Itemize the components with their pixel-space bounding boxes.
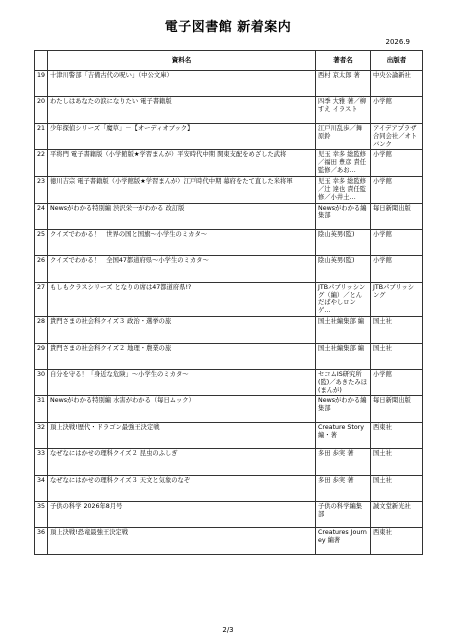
book-title: 徳川吉宗 電子書籍版（小学館版★学習まんが）江戸時代中期 幕府をたて直した米将軍 [48,176,316,203]
book-author: セコムIS研究所(監)／あきたみほ(まんが) [316,369,371,396]
book-title: わたしはあなたの涙になりたい 電子書籍版 [48,97,316,123]
book-author: 国土社編集部 編 [316,343,371,369]
book-author: 陰山英男(監) [316,256,371,282]
book-publisher: 毎日新聞出版 [371,396,423,422]
new-arrivals-table [34,50,423,555]
book-title: 平将門 電子書籍版（小学館版★学習まんが）平安時代中期 関東支配をめざした武将 [48,150,316,177]
book-publisher: 国土社 [371,475,423,501]
row-number: 30 [35,369,48,396]
row-number: 20 [35,97,48,123]
table-row [35,203,423,229]
row-number: 22 [35,150,48,177]
book-author: Newsがわかる編集部 [316,396,371,422]
table-row [35,256,423,282]
book-title: クイズでわかる！ 世界の国と国旗～小学生のミカタ～ [48,229,316,255]
table-row [35,282,423,316]
book-publisher: JTBパブリッシング [371,282,423,316]
table-row [35,422,423,448]
book-title: クイズでわかる！ 全国47都道府県～小学生のミカタ～ [48,256,316,282]
book-author: 陰山英男(監) [316,229,371,255]
book-title: 貴門さまの社会科クイズ２ 地理・農業の旅 [48,343,316,369]
book-author: 四季 大雅 著／柳すえ イラスト [316,97,371,123]
book-publisher: 小学館 [371,369,423,396]
book-title: もしもクラスシリーズ となりの席は47都道府県!? [48,282,316,316]
book-publisher: 毎日新聞出版 [371,203,423,229]
row-number: 34 [35,475,48,501]
book-publisher: 西東社 [371,422,423,448]
book-publisher: 国土社 [371,343,423,369]
book-title: 頂上決戦!歴代・ドラゴン最強王決定戦 [48,422,316,448]
table-row [35,229,423,255]
book-author: Newsがわかる編集部 [316,203,371,229]
book-author: 多田 歩実 著 [316,475,371,501]
table-row [35,343,423,369]
book-publisher: 小学館 [371,229,423,255]
row-number: 26 [35,256,48,282]
table-row [35,449,423,475]
row-number: 31 [35,396,48,422]
book-author: 子供の科学編集部 [316,502,371,528]
row-number: 29 [35,343,48,369]
book-publisher: アイデアプラザ合同会社／オトバンク [371,123,423,150]
book-title: なぜなにはかせの理科クイズ３ 天文と気象のなぞ [48,475,316,501]
table-row [35,369,423,396]
book-publisher: 小学館 [371,97,423,123]
book-publisher: 国土社 [371,317,423,343]
book-publisher: 西東社 [371,528,423,554]
row-number: 32 [35,422,48,448]
book-title: 自分を守る！「身近な危険」～小学生のミカタ～ [48,369,316,396]
book-publisher: 小学館 [371,150,423,177]
book-title: 少年探偵シリーズ「魔草」－【オーディオブック】 [48,123,316,150]
page-number: 2/3 [222,626,234,634]
table-row [35,123,423,150]
row-number: 21 [35,123,48,150]
row-number: 24 [35,203,48,229]
book-publisher: 中央公論新社 [371,71,423,97]
column-header-title: 資料名 [48,51,316,71]
book-author: 児玉 幸多 総監修／辻 達也 責任監修／小井土… [316,176,371,203]
table-row [35,317,423,343]
book-publisher: 国土社 [371,449,423,475]
document-title: 電子図書館 新着案内 [164,20,292,35]
row-number: 28 [35,317,48,343]
table-row [35,475,423,501]
table-row [35,176,423,203]
book-author: Creatures Journey 編著 [316,528,371,554]
row-number: 23 [35,176,48,203]
table-row [35,528,423,554]
issue-date: 2026.9 [385,38,410,46]
row-number: 19 [35,71,48,97]
table-row [35,71,423,97]
table-header-row [35,51,423,71]
book-author: 国土社編集部 編 [316,317,371,343]
table-row [35,502,423,528]
book-author: 江戸川乱歩／舞原鈴 [316,123,371,150]
book-title: 頂上決戦!恐竜最強王決定戦 [48,528,316,554]
book-publisher: 誠文堂新光社 [371,502,423,528]
book-author: 西村 京太郎 著 [316,71,371,97]
row-number: 25 [35,229,48,255]
book-title: 十津川警部「吉備古代の呪い」（中公文庫） [48,71,316,97]
book-title: なぜなにはかせの理科クイズ２ 昆虫のふしぎ [48,449,316,475]
book-author: 児玉 幸多 総監修／福田 豊彦 責任監修／あお… [316,150,371,177]
book-author: JTBパブリッシング（編）／とんだばやしロンゲ… [316,282,371,316]
book-title: Newsがわかる特別編 水害がわかる（毎日ムック） [48,396,316,422]
column-header-number [35,51,48,71]
column-header-publisher: 出版者 [371,51,423,71]
book-publisher: 小学館 [371,176,423,203]
table-row [35,396,423,422]
book-author: 多田 歩実 著 [316,449,371,475]
row-number: 33 [35,449,48,475]
table-row [35,97,423,123]
row-number: 27 [35,282,48,316]
column-header-author: 著者名 [316,51,371,71]
book-title: Newsがわかる特別編 渋沢栄一がわかる 改訂版 [48,203,316,229]
row-number: 35 [35,502,48,528]
book-author: Creature Story 編・著 [316,422,371,448]
row-number: 36 [35,528,48,554]
table-row [35,150,423,177]
book-publisher: 小学館 [371,256,423,282]
book-title: 貴門さまの社会科クイズ３ 政治・選挙の旅 [48,317,316,343]
book-title: 子供の科学 2026年8月号 [48,502,316,528]
